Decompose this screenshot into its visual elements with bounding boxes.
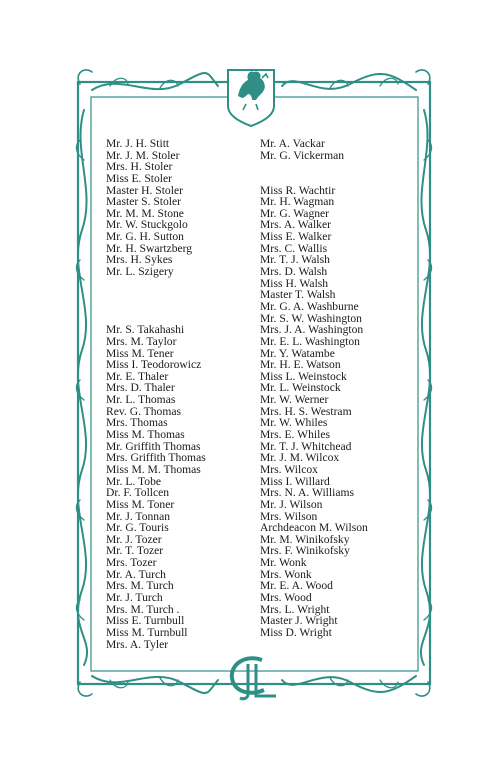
passenger-name: Mr. T. Tozer	[106, 544, 164, 558]
passenger-name: Mrs. Thomas	[106, 416, 168, 430]
passenger-name: Mr. W. Whiles	[260, 416, 328, 430]
passenger-name: Miss R. Wachtir	[260, 183, 336, 197]
passenger-name: Mrs. A. Tyler	[106, 637, 169, 651]
passenger-name: Rev. G. Thomas	[106, 404, 182, 418]
passenger-name: Mr. E. Thaler	[106, 369, 169, 383]
passenger-name: Mr. H. E. Watson	[260, 358, 341, 372]
passenger-name: Mrs. H. Sykes	[106, 253, 173, 267]
passenger-name: Mr. J. Turch	[106, 590, 163, 604]
passenger-name: Mr. J. Tonnan	[106, 509, 171, 523]
passenger-list-left-column	[106, 138, 256, 650]
monogram-icon	[232, 658, 276, 699]
passenger-name: Miss I. Willard	[260, 474, 330, 488]
passenger-name: Mrs. Wilson	[260, 509, 318, 523]
list-spacer	[106, 289, 256, 301]
passenger-name: Miss D. Wright	[260, 625, 332, 639]
passenger-name: Miss M. Thomas	[106, 428, 185, 442]
passenger-name: Mrs. Griffith Thomas	[106, 451, 206, 465]
list-spacer	[260, 173, 410, 185]
passenger-name: Mr. G. Vickerman	[260, 148, 345, 162]
passenger-name: Mr. W. Werner	[260, 393, 329, 407]
passenger-name: Mrs. L. Wright	[260, 602, 330, 616]
passenger-name: Mrs. Tozer	[106, 556, 157, 570]
passenger-name: Mrs. M. Turch .	[106, 602, 180, 616]
passenger-name: Mr. G. Wagner	[260, 206, 330, 220]
passenger-name: Mr. Wonk	[260, 556, 307, 570]
passenger-name: Miss L. Weinstock	[260, 369, 347, 383]
passenger-name: Mrs. F. Winikofsky	[260, 544, 350, 558]
passenger-name: Mrs. N. A. Williams	[260, 486, 355, 500]
list-spacer	[106, 301, 256, 313]
passenger-name: Mr. S. Takahashi	[106, 323, 185, 337]
passenger-name: Mr. Griffith Thomas	[106, 439, 201, 453]
passenger-name: Mrs. M. Turch	[106, 579, 174, 593]
passenger-name: Mrs. H. S. Westram	[260, 404, 352, 418]
passenger-name: Miss M. Turnbull	[106, 625, 188, 639]
list-spacer	[106, 278, 256, 290]
passenger-name: Miss E. Turnbull	[106, 614, 185, 628]
passenger-name: Mr. E. A. Wood	[260, 579, 333, 593]
passenger-name: Mrs. D. Thaler	[106, 381, 175, 395]
passenger-name: Mr. G. A. Washburne	[260, 299, 359, 313]
passenger-list-right-column	[260, 138, 410, 639]
passenger-name: Miss M. Tener	[106, 346, 174, 360]
passenger-name: Mr. L. Weinstock	[260, 381, 341, 395]
passenger-name: Master T. Walsh	[260, 288, 336, 302]
passenger-name: Mr. L. Tobe	[106, 474, 162, 488]
passenger-name: Mrs. D. Walsh	[260, 265, 328, 279]
passenger-name: Mr. A. Turch	[106, 567, 166, 581]
passenger-name: Mr. E. L. Washington	[260, 334, 360, 348]
passenger-name: Mrs. J. A. Washington	[260, 323, 364, 337]
passenger-name: Mr. J. M. Wilcox	[260, 451, 340, 465]
passenger-name: Mr. H. Swartzberg	[106, 241, 193, 255]
passenger-name: Mr. A. Vackar	[260, 137, 325, 150]
passenger-name: Mr. T. J. Walsh	[260, 253, 330, 267]
passenger-name: Mrs. E. Whiles	[260, 428, 330, 442]
passenger-name: Mrs. M. Taylor	[106, 334, 177, 348]
passenger-name: Mr. G. H. Sutton	[106, 230, 184, 244]
passenger-name: Mr. W. Stuckgolo	[106, 218, 188, 232]
passenger-name: Mrs. H. Stoler	[106, 160, 173, 174]
list-spacer	[260, 161, 410, 173]
passenger-name: Master H. Stoler	[106, 183, 183, 197]
passenger-name: Miss H. Walsh	[260, 276, 329, 290]
passenger-name: Mrs. Wood	[260, 590, 312, 604]
passenger-name: Mrs. C. Wallis	[260, 241, 328, 255]
passenger-name: Mr. J. H. Stitt	[106, 137, 170, 150]
passenger-name: Mr. Y. Watambe	[260, 346, 335, 360]
passenger-name: Mr. T. J. Whitchead	[260, 439, 352, 453]
passenger-name: Dr. F. Tollcen	[106, 486, 170, 500]
passenger-name: Mr. J. Tozer	[106, 532, 162, 546]
passenger-name: Master J. Wright	[260, 614, 338, 628]
passenger-name: Miss I. Teodorowicz	[106, 358, 202, 372]
passenger-name: Mrs. A. Walker	[260, 218, 331, 232]
passenger-name: Mr. M. Winikofsky	[260, 532, 350, 546]
passenger-name: Mrs. Wonk	[260, 567, 312, 581]
passenger-name: Mr. G. Touris	[106, 521, 169, 535]
passenger-name: Miss E. Walker	[260, 230, 332, 244]
passenger-name: Miss M. M. Thomas	[106, 462, 201, 476]
passenger-name: Archdeacon M. Wilson	[260, 521, 368, 535]
passenger-name: Mr. L. Thomas	[106, 393, 176, 407]
passenger-name: Mr. S. W. Washington	[260, 311, 362, 325]
passenger-name: Master S. Stoler	[106, 195, 182, 209]
passenger-name: Miss E. Stoler	[106, 171, 173, 185]
passenger-name: Mrs. Wilcox	[260, 462, 318, 476]
passenger-name: Mr. H. Wagman	[260, 195, 335, 209]
passenger-name: Mr. L. Szigery	[106, 265, 174, 279]
lion-crest-icon	[228, 70, 274, 126]
passenger-name: Miss M. Toner	[106, 497, 175, 511]
passenger-name: Mr. J. Wilson	[260, 497, 323, 511]
passenger-name: Mr. J. M. Stoler	[106, 148, 180, 162]
passenger-name: Mr. M. M. Stone	[106, 206, 184, 220]
